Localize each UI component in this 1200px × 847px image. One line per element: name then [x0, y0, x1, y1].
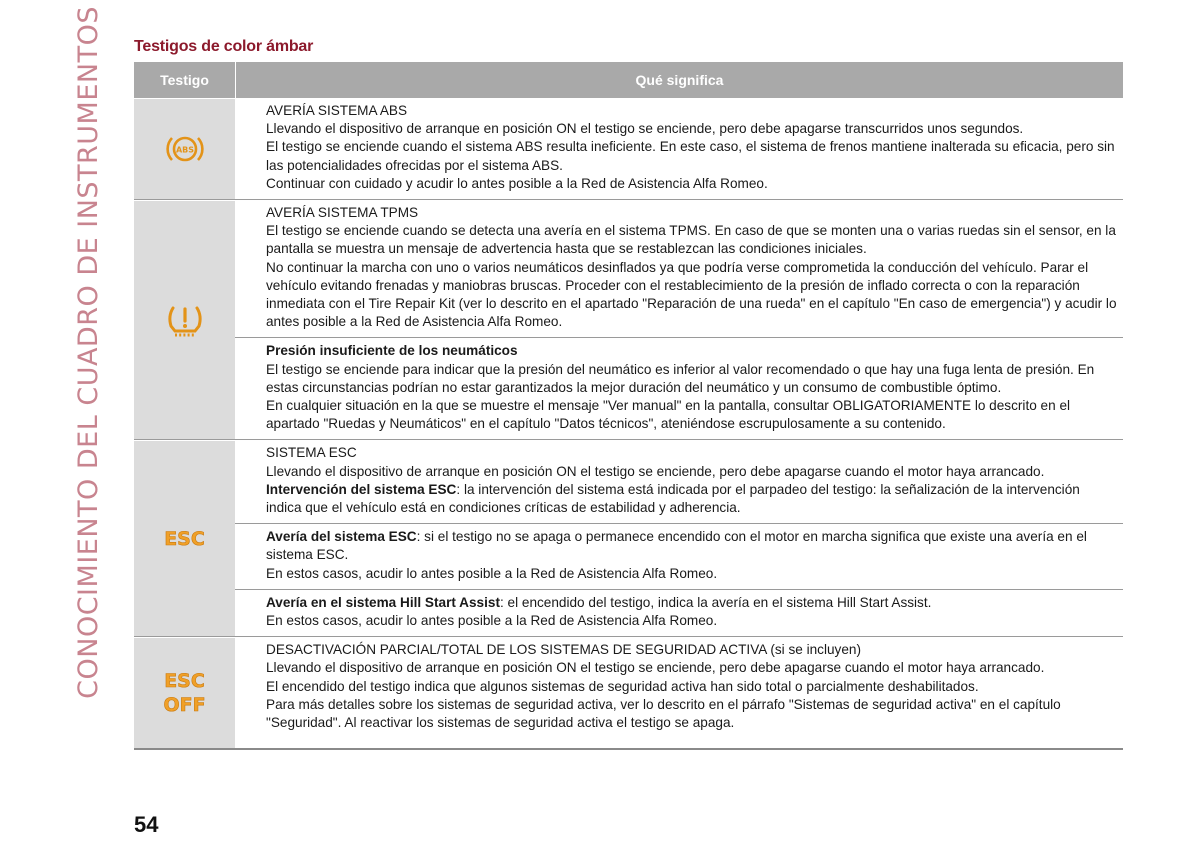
header-testigo: Testigo	[134, 62, 236, 98]
esc-failure-text: : si el testigo no se apaga o permanece encendido con el motor en marcha significa que existe una avería en el sistema ESC.	[266, 529, 1087, 563]
esc-off-icon-line-2: OFF	[163, 694, 206, 717]
table-row-esc	[134, 440, 1123, 637]
esc-hill-line-2: En estos casos, acudir lo antes posible a la Red de Asistencia Alfa Romeo.	[266, 613, 718, 629]
esc-off-description	[235, 637, 1123, 748]
table-header	[134, 62, 1123, 98]
abs-icon-label: ABS	[175, 145, 194, 155]
chapter-side-title-text: CONOCIMIENTO DEL CUADRO DE INSTRUMENTOS	[72, 6, 104, 699]
tpms-pressure-block	[235, 337, 1123, 439]
tpms-warning-icon	[163, 300, 207, 340]
esc-failure-line-2: En estos casos, acudir lo antes posible a la Red de Asistencia Alfa Romeo.	[266, 565, 718, 581]
tpms-icon-cell	[134, 200, 235, 439]
esc-off-line-2: El encendido del testigo indica que algunos sistemas de seguridad activa han sido total o parcialmente deshabilitados.	[266, 678, 979, 694]
esc-off-block	[235, 637, 1123, 748]
page-number: 54	[134, 812, 159, 837]
esc-off-icon-line-1: ESC	[164, 670, 205, 693]
esc-hill-text: : el encendido del testigo, indica la avería en el sistema Hill Start Assist.	[499, 594, 932, 610]
esc-off-line-3: Para más detalles sobre los sistemas de seguridad activa, ver lo descrito en el párrafo "Sistemas de seguridad activa" en el capítulo "Seguridad". Al reactivar los sistemas de seguridad activa el testigo se apaga.	[266, 696, 1061, 731]
tpms-pressure-line-2: En cualquier situación en la que se muestre el mensaje "Ver manual" en la pantalla, consultar OBLIGATORIAMENTE lo descrito en el apartado "Ruedas y Neumáticos" en el capítulo "Datos técnicos", ateniéndose escrupulosamente a su contenido.	[266, 398, 1071, 432]
esc-failure-block	[235, 523, 1123, 589]
esc-hill-bold: Avería en el sistema Hill Start Assist	[266, 594, 500, 610]
chapter-side-title	[68, 6, 108, 699]
tpms-block	[235, 200, 1123, 337]
table-row-tpms	[134, 200, 1123, 440]
abs-line-2: El testigo se enciende cuando el sistema ABS resulta ineficiente. En este caso, el sistema de frenos mantiene inalterada su eficacia, pero sin las potencialidades ofrecidas por el sistema ABS.	[266, 139, 1115, 173]
esc-off-title: DESACTIVACIÓN PARCIAL/TOTAL DE LOS SISTEMAS DE SEGURIDAD ACTIVA (si se incluyen)	[266, 642, 861, 658]
section-title: Testigos de color ámbar	[134, 38, 314, 55]
esc-line-1: Llevando el dispositivo de arranque en posición ON el testigo se enciende, pero debe apagarse cuando el motor haya arrancado.	[266, 463, 1045, 479]
esc-off-warning-icon	[163, 669, 205, 717]
tpms-line-1: El testigo se enciende cuando se detecta una avería en el sistema TPMS. En caso de que se monten una o varias ruedas sin el sensor, en la pantalla se muestra un mensaje de advertencia hasta que se restablezcan las condiciones iniciales.	[266, 223, 1116, 257]
esc-warning-icon: ESC	[164, 527, 205, 550]
table-row-esc-off	[134, 637, 1123, 750]
esc-intervention-text: : la intervención del sistema está indicada por el parpadeo del testigo: la señalización de la intervención indica que el vehículo está en condiciones críticas de estabilidad y adherencia.	[266, 481, 1080, 516]
esc-failure-bold: Avería del sistema ESC	[266, 529, 417, 545]
esc-description	[235, 440, 1123, 636]
warning-lights-table	[134, 62, 1123, 750]
abs-line-3: Continuar con cuidado y acudir lo antes posible a la Red de Asistencia Alfa Romeo.	[266, 175, 768, 191]
esc-title: SISTEMA ESC	[266, 445, 357, 461]
tpms-pressure-title: Presión insuficiente de los neumáticos	[266, 343, 518, 359]
abs-description	[235, 98, 1123, 199]
tpms-description	[235, 200, 1123, 439]
header-que-significa: Qué significa	[635, 72, 724, 88]
esc-block	[235, 440, 1123, 523]
abs-line-1: Llevando el dispositivo de arranque en posición ON el testigo se enciende, pero debe apagarse transcurridos unos segundos.	[266, 121, 1024, 137]
esc-off-icon-cell	[134, 637, 235, 748]
table-row-abs	[134, 98, 1123, 200]
tpms-line-2: No continuar la marcha con uno o varios neumáticos desinflados ya que podría verse comprometida la conducción del vehículo. Parar el vehículo evitando frenadas y maniobras bruscas. Proceder con el restablecimiento de la presión de inflado correcta o con la reparación inmediata con el Tire Repair Kit (ver lo descrito en el apartado "Reparación de una rueda" en el capítulo "En caso de emergencia") y acudir lo antes posible a la Red de Asistencia Alfa Romeo.	[266, 259, 1117, 330]
tpms-title: AVERÍA SISTEMA TPMS	[266, 205, 419, 221]
esc-off-line-1: Llevando el dispositivo de arranque en posición ON el testigo se enciende, pero debe apagarse cuando el motor haya arrancado.	[266, 660, 1045, 676]
esc-hill-block	[235, 589, 1123, 636]
esc-icon-cell	[134, 440, 235, 636]
abs-warning-icon	[165, 132, 205, 166]
tpms-pressure-line-1: El testigo se enciende para indicar que la presión del neumático es inferior al valor recomendado o que hay una fuga lenta de presión. En estas circunstancias podrían no estar garantizados la mejor duración del neumático y un consumo de combustible óptimo.	[266, 361, 1095, 395]
esc-intervention-bold: Intervención del sistema ESC	[266, 481, 457, 497]
abs-title: AVERÍA SISTEMA ABS	[266, 103, 408, 118]
abs-block	[235, 98, 1123, 199]
abs-icon-cell	[134, 98, 235, 199]
